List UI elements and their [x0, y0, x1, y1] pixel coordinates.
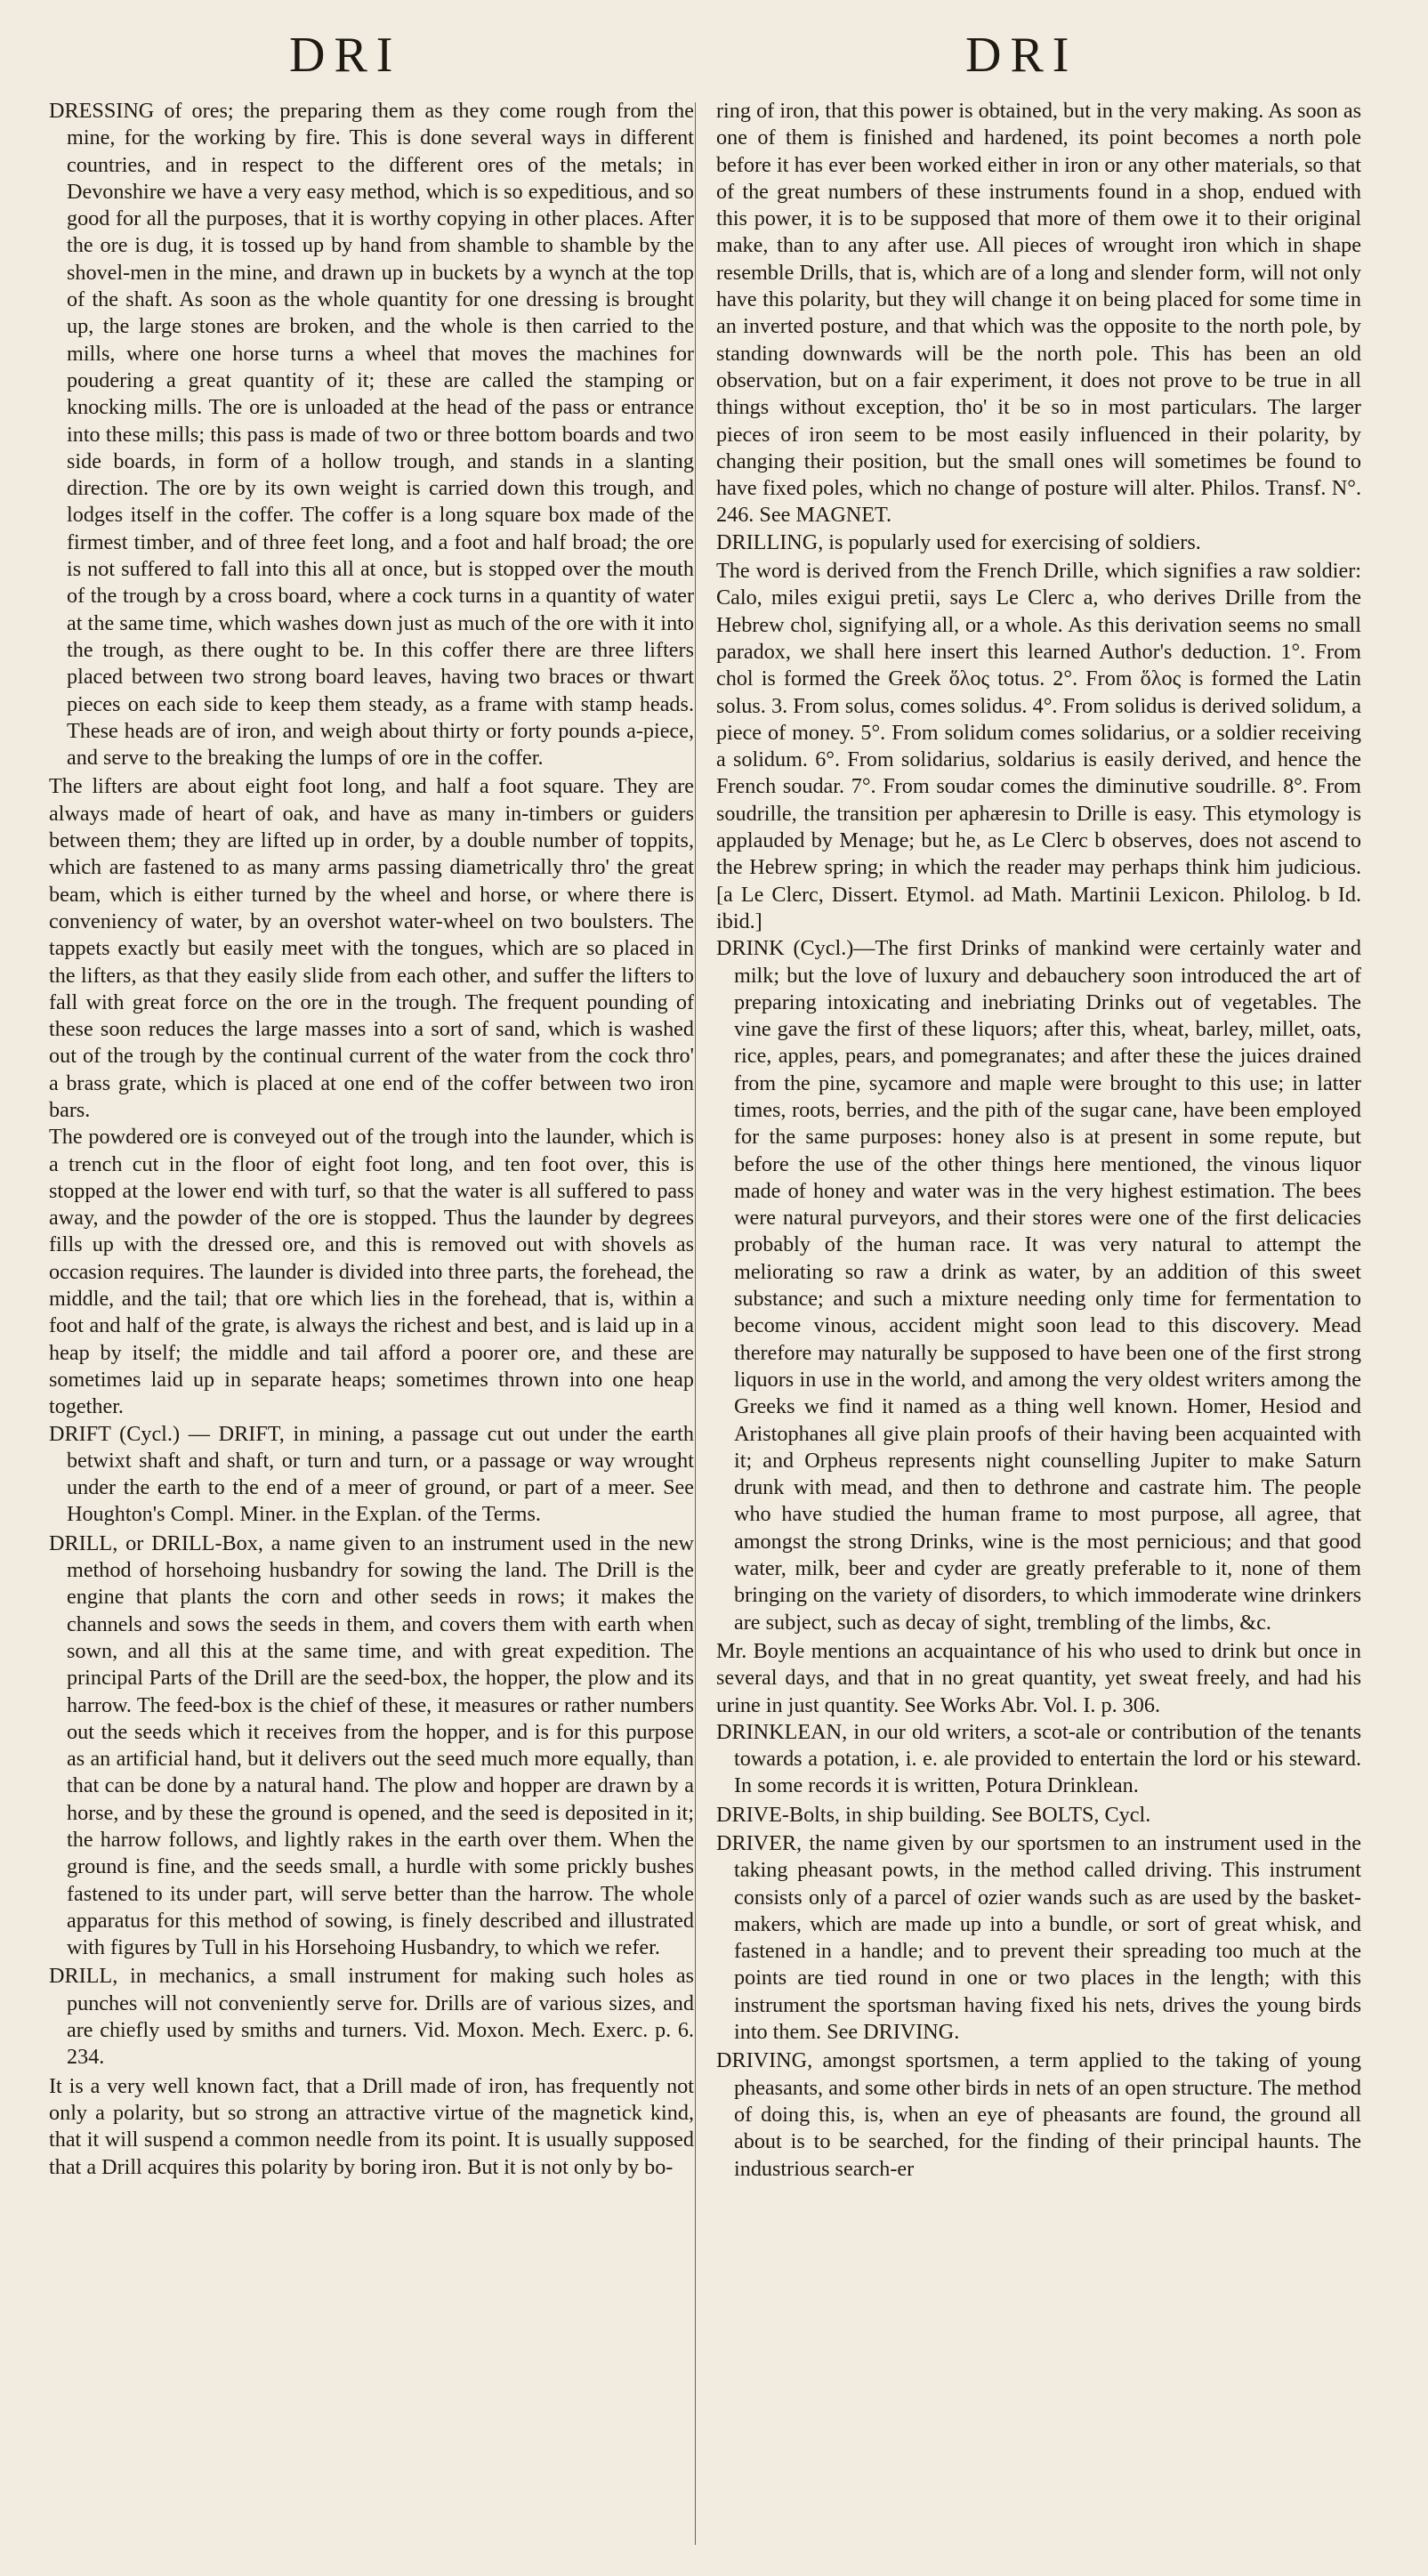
entry-drill-box: DRILL, or DRILL-Box, a name given to an instrument used in the new method of horsehoing husbandry for sowing the land. The Drill is the engine that plants the corn and other seeds in rows; it makes the channels and sows the seeds in them, and covers them with earth when sown, and all this at the same time, and with great expedition. The principal Parts of the Drill are the seed-box, the hopper, the plow and its harrow. The feed-box is the chief of these, it measures or rather numbers out the seeds which it receives from the hopper, and is for this purpose as an artificial hand, but it delivers out the seed much more equally, than that can be done by a natural hand. The plow and hopper are drawn by a horse, and by these the ground is opened, and the seed is deposited in it; the harrow follows, and lightly rakes in the earth over them. When the ground is fine, and the seeds small, a hurdle with some prickly bushes fastened to its under part, will serve better than the harrow. The whole apparatus for this method of sowing, is finely described and illustrated with figures by Tull in his Horsehoing Husbandry, to which we refer.	[49, 1530, 694, 1960]
paragraph-drill-polarity-continued: ring of iron, that this power is obtained, but in the very making. As soon as one of them is finished and hardened, its point becomes a north pole before it has ever been worked either in iron or any other materials, so that of the great numbers of these instruments found in a shop, endued with this power, it is to be supposed that more of them owe it to their original make, than to any after use. All pieces of wrought iron which in shape resemble Drills, that is, which are of a long and slender form, will not only have this polarity, but they will change it on being placed for some time in an inverted posture, and that which was the opposite to the north pole, by standing downwards will be the north pole. This has been an old observation, but on a fair experiment, it does not prove to be true in all things without exception, tho' it be so in most particulars. The larger pieces of iron seem to be most easily influenced in their polarity, by changing their position, but the small ones will sometimes be found to have fixed poles, which no change of posture will alter. Philos. Transf. N°. 246. See MAGNET.	[716, 99, 1361, 528]
entry-drill-mechanics: DRILL, in mechanics, a small instrument for making such holes as punches will not conveniently serve for. Drills are of various sizes, and are chiefly used by smiths and turners. Vid. Moxon. Mech. Exerc. p. 6. 234.	[49, 1964, 694, 2070]
paragraph-drill-polarity: It is a very well known fact, that a Drill made of iron, has frequently not only a polarity, but so strong an attractive virtue of the magnetick kind, that it will suspend a common needle from its point. It is usually supposed that a Drill acquires this polarity by boring iron. But it is not only by bo-	[49, 2073, 694, 2179]
entry-dressing-of-ores: DRESSING of ores; the preparing them as they come rough from the mine, for the working by fire. This is done several ways in different countries, and in respect to the different ores of the metals; in Devonshire we have a very easy method, which is so expeditious, and so good for all the purposes, that it is worthy copying in other places. After the ore is dug, it is tossed up by hand from shamble to shamble by the shovel-men in the mine, and drawn up in buckets by a wynch at the top of the shaft. As soon as the whole quantity for one dressing is brought up, the large stones are broken, and the whole is then carried to the mills, where one horse turns a wheel that moves the machines for poudering a great quantity of it; these are called the stamping or knocking mills. The ore is unloaded at the head of the pass or entrance into these mills; this pass is made of two or three bottom boards and two side boards, in form of a hollow trough, and stands in a slanting direction. The ore by its own weight is carried down this trough, and lodges itself in the coffer. The coffer is a long square box made of the firmest timber, and of three feet long, and a foot and half broad; the ore is not suffered to fall into this all at once, but is stopped over the mouth of the trough by a cross board, where a cock turns in a quantity of water at the same time, which washes down just as much of the ore with it into the trough, as there ought to be. In this coffer there are three lifters placed between two strong board leaves, having two braces or thwart pieces on each side to keep them steady, as a frame with stamp heads. These heads are of iron, and weigh about thirty or forty pounds a-piece, and serve to the breaking the lumps of ore in the coffer.	[49, 99, 694, 771]
entry-driving: DRIVING, amongst sportsmen, a term applied to the taking of young pheasants, and some other birds in nets of an open structure. The method of doing this, is, when an eye of pheasants are found, the ground all about is to be searched, for the finding of their principal haunts. The industrious search-er	[716, 2048, 1361, 2181]
paragraph-lifters: The lifters are about eight foot long, and half a foot square. They are always made of heart of oak, and have as many in-timbers or guiders between them; they are lifted up in order, by a double number of toppits, which are fastened to as many arms passing diametrically thro' the great beam, which is either turned by the wheel and horse, or where there is conveniency of water, by an overshot water-wheel on two boulsters. The tappets exactly but easily meet with the tongues, which are so placed in the lifters, as that they easily slide from each other, and suffer the lifters to fall with great force on the ore in the trough. The frequent pounding of these soon reduces the large masses into a sort of sand, which is washed out of the trough by the continual current of the water from the cock thro' a brass grate, which is placed at one end of the coffer between two iron bars.	[49, 774, 694, 1122]
running-head-right: DRI	[965, 28, 1078, 83]
paragraph-boyle: Mr. Boyle mentions an acquaintance of his who used to drink but once in several days, and that in no great quantity, yet sweat freely, and had his urine in just quantity. See Works Abr. Vol. I. p. 306.	[716, 1638, 1361, 1717]
entry-driver: DRIVER, the name given by our sportsmen to an instrument used in the taking pheasant powts, in the method called driving. This instrument consists only of a parcel of ozier wands such as are used by the basket-makers, which are made up into a bundle, or sort of great whisk, and fastened in a handle; and to prevent their spreading too much at the points are tied round in one or two places in the length; with this instrument the sportsman having fixed his nets, drives the young birds into them. See DRIVING.	[716, 1831, 1361, 2045]
paragraph-drilling-etymology: The word is derived from the French Drille, which signifies a raw soldier: Calo, miles exigui pretii, says Le Clerc a, who derives Drille from the Hebrew chol, signifying all, or a whole. As this derivation seems no small paradox, we shall here insert this learned Author's deduction. 1°. From chol is formed the Greek ὅλος totus. 2°. From ὅλος is formed the Latin solus. 3. From solus, comes solidus. 4°. From solidus is derived solidum, a piece of money. 5°. From solidum comes solidarius, or a soldier receiving a solidum. 6°. From solidarius, soldarius is easily derived, and hence the French soudar. 7°. From soudar comes the diminutive soudrille. 8°. From soudrille, the transition per aphæresin to Drille is easy. This etymology is applauded by Menage; but he, as Le Clerc b observes, does not ascend to the Hebrew spring; in which the reader may perhaps think him judicious. [a Le Clerc, Dissert. Etymol. ad Math. Martinii Lexicon. Philolog. b Id. ibid.]	[716, 559, 1361, 933]
entry-drink: DRINK (Cycl.)—The first Drinks of mankind were certainly water and milk; but the love of luxury and debauchery soon introduced the art of preparing intoxicating and inebriating Drinks out of vegetables. The vine gave the first of these liquors; after this, wheat, barley, millet, oats, rice, apples, pears, and pomegranates; and after these the juices drained from the pine, sycamore and maple were brought to this use; in latter times, roots, berries, and the pith of the sugar cane, have been employed for the same purposes: honey also is at present in some repute, but before the use of the other things here mentioned, the vinous liquor made of honey and water was in the very highest estimation. The bees were natural purveyors, and their stores were one of the first delicacies probably of the human race. It was very natural to attempt the meliorating so raw a drink as water, by an addition of this sweet substance; and such a mixture needing only time for fermentation to become vinous, accident might soon lead to this discovery. Mead therefore may naturally be supposed to have been one of the first strong liquors in use in the world, and among the very oldest writers among the Greeks we find it named as a thing well known. Homer, Hesiod and Aristophanes all give plain proofs of their having been acquainted with it; and Orpheus represents night counselling Jupiter to make Saturn drunk with mead, and then to dethrone and castrate him. The people who have studied the human frame to most purpose, all agree, that amongst the strong Drinks, wine is the most pernicious; and that good water, milk, beer and cyder are greatly preferable to it, none of them bringing on the variety of disorders, to which immoderate wine drinkers are subject, such as decay of sight, trembling of the limbs, &c.	[716, 936, 1361, 1635]
entry-drilling: DRILLING, is popularly used for exercising of soldiers.	[716, 529, 1201, 554]
right-column	[716, 98, 1361, 2554]
running-head	[0, 27, 1428, 89]
paragraph-powdered-ore: The powdered ore is conveyed out of the trough into the launder, which is a trench cut in the floor of eight foot long, and ten foot over, this is stopped at the lower end with turf, so that the water is all suffered to pass away, and the powder of the ore is stopped. Thus the launder by degrees fills up with the dressed ore, and this is removed out with shovels as occasion requires. The launder is divided into three parts, the forehead, the middle, and the tail; that ore which lies in the forehead, that is, within a foot and half of the grate, is always the richest and best, and is laid up in a heap by itself; the middle and tail afford a poorer ore, and these are sometimes laid up in separate heaps; sometimes thrown into one heap together.	[49, 1125, 694, 1419]
entry-drift: DRIFT (Cycl.) — DRIFT, in mining, a passage cut out under the earth betwixt shaft and shaft, or turn and turn, or a passage or way wrought under the earth to the end of a meer of ground, or part of a meer. See Houghton's Compl. Miner. in the Explan. of the Terms.	[49, 1421, 694, 1527]
entry-drinklean: DRINKLEAN, in our old writers, a scot-ale or contribution of the tenants towards a potation, i. e. ale provided to entertain the lord or his steward. In some records it is written, Potura Drinklean.	[716, 1719, 1361, 1798]
entry-drive-bolts: DRIVE-Bolts, in ship building. See BOLTS, Cycl.	[716, 1802, 1151, 1827]
running-head-left: DRI	[289, 28, 402, 83]
column-divider	[695, 102, 696, 2545]
left-column	[49, 98, 694, 2554]
